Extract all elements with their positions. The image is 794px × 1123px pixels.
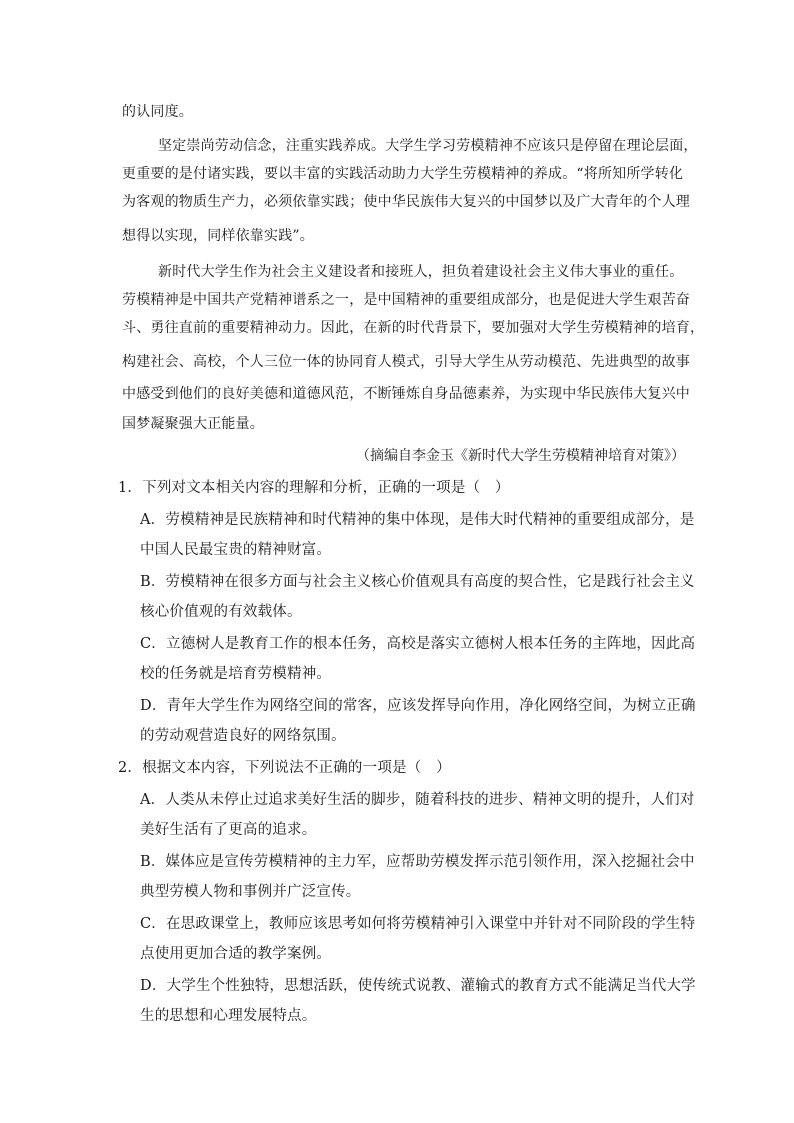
passage-source: （摘编自李金玉《新时代大学生劳模精神培育对策》） [356,448,685,464]
option-b-cont: 核心价值观的有效载体。 [140,604,302,620]
passage-line: 的认同度。 [122,104,193,120]
passage-line: 新时代大学生作为社会主义建设者和接班人，担负着建设社会主义伟大事业的重任。 [158,264,684,280]
option-d: D．大学生个性独特，思想活跃，使传统式说教、灌输式的教育方式不能满足当代大学 [140,978,696,994]
passage-line: 国梦凝聚强大正能量。 [122,416,264,432]
option-a: A．人类从未停止过追求美好生活的脚步，随着科技的进步、精神文明的提升，人们对 [140,792,695,808]
passage-line: 劳模精神是中国共产党精神谱系之一，是中国精神的重要组成部分，也是促进大学生艰苦奋 [122,292,690,308]
option-a-cont: 中国人民最宝贵的精神财富。 [140,542,332,558]
passage-line: 为客观的物质生产力，必须依靠实践；使中华民族伟大复兴的中国梦以及广大青年的个人理 [122,194,690,210]
option-b: B．媒体应是宣传劳模精神的主力军，应帮助劳模发挥示范引领作用，深入挖掘社会中 [140,854,695,870]
question-stem: 2．根据文本内容，下列说法不正确的一项是（ ） [118,760,451,776]
question-stem: 1．下列对文本相关内容的理解和分析，正确的一项是（ ） [118,480,510,496]
option-d-cont: 的劳动观营造良好的网络氛围。 [140,728,346,744]
option-c-cont: 校的任务就是培育劳模精神。 [140,666,332,682]
passage-line: 中感受到他们的良好美德和道德风范，不断锤炼自身品德素养，为实现中华民族伟大复兴中 [122,386,690,402]
passage-line: 构建社会、高校，个人三位一体的协同育人模式，引导大学生从劳动模范、先进典型的故事 [122,354,690,370]
passage-line: 斗、勇往直前的重要精神动力。因此，在新的时代背景下，要加强对大学生劳模精神的培育， [122,320,705,336]
option-c: C．在思政课堂上，教师应该思考如何将劳模精神引入课堂中并针对不同阶段的学生特 [140,916,696,932]
passage-line: 想得以实现，同样依靠实践”。 [122,228,314,244]
passage-line: 更重要的是付诸实践，要以丰富的实践活动助力大学生劳模精神的养成。“将所知所学转化 [122,166,684,182]
option-a-cont: 美好生活有了更高的追求。 [140,822,317,838]
option-d: D．青年大学生作为网络空间的常客，应该发挥导向作用，净化网络空间，为树立正确 [140,698,696,714]
option-b: B．劳模精神在很多方面与社会主义核心价值观具有高度的契合性，它是践行社会主义 [140,574,695,590]
option-c-cont: 点使用更加合适的教学案例。 [140,946,332,962]
option-d-cont: 生的思想和心理发展特点。 [140,1008,317,1024]
option-b-cont: 典型劳模人物和事例并广泛宣传。 [140,884,361,900]
passage-line: 坚定崇尚劳动信念，注重实践养成。大学生学习劳模精神不应该只是停留在理论层面， [158,138,698,154]
option-c: C．立德树人是教育工作的根本任务，高校是落实立德树人根本任务的主阵地，因此高 [140,636,696,652]
option-a: A．劳模精神是民族精神和时代精神的集中体现，是伟大时代精神的重要组成部分，是 [140,512,695,528]
